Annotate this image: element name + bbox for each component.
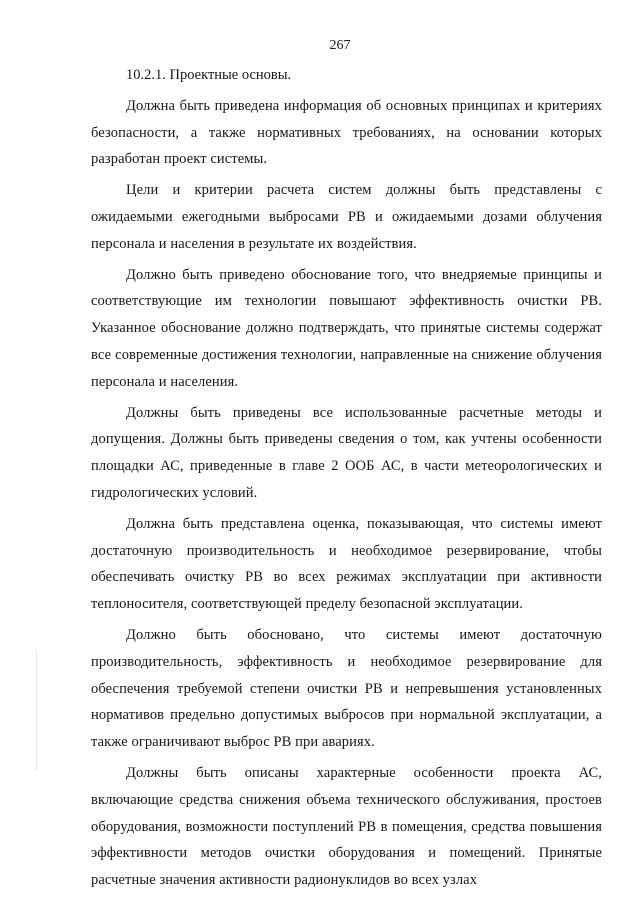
paragraph-design-principles: Должна быть приведена информация об основных принципах и критериях безопасности, а также нормативных требованиях, на основании которых разработан проект системы. [91, 97, 602, 168]
paragraph-performance-assessment: Должна быть представлена оценка, показывающая, что системы имеют достаточную производительность и необходимое резервирование, чтобы обеспечивать очистку РВ во всех режимах эксплуатации при активности теплоносителя, соответствующей пределу безопасной эксплуатации. [91, 515, 602, 613]
page-number: 267 [329, 38, 351, 53]
scan-margin-line [36, 650, 37, 770]
paragraph-system-adequacy: Должно быть обосновано, что системы имеют достаточную производительность, эффективность и необходимое резервирование для обеспечения требуемой степени очистки РВ и непревышения установленных нормативов предельно допустимых выбросов при нормальной эксплуатации, а также ограничивают выброс РВ при авариях. [91, 626, 602, 751]
paragraph-calculation-goals: Цели и критерии расчета систем должны быть представлены с ожидаемыми ежегодными выбросами РВ и ожидаемыми дозами облучения персонала и населения в результате их воздействия. [91, 182, 602, 252]
paragraph-design-features: Должны быть описаны характерные особенности проекта АС, включающие средства снижения объема технического обслуживания, простоев оборудования, возможности поступлений РВ в помещения, средства повышения эффективности методов очистки оборудования и помещений. Принятые расчетные значения активности радионуклидов во всех узлах [91, 764, 602, 889]
paragraph-calculation-methods: Должны быть приведены все использованные расчетные методы и допущения. Должны быть приведены сведения о том, как учтены особенности площадки АС, приведенные в главе 2 ООБ АС, в части метеорологических и гидрологических условий. [91, 404, 602, 501]
paragraph-justification: Должно быть приведено обоснование того, что внедряемые принципы и соответствующие им технологии повышают эффективность очистки РВ. Указанное обоснование должно подтверждать, что принятые системы содержат все современные достижения технологии, направленные на снижение облучения персонала и населения. [91, 266, 602, 390]
page-body [91, 62, 602, 894]
section-heading: 10.2.1. Проектные основы. [126, 67, 292, 83]
